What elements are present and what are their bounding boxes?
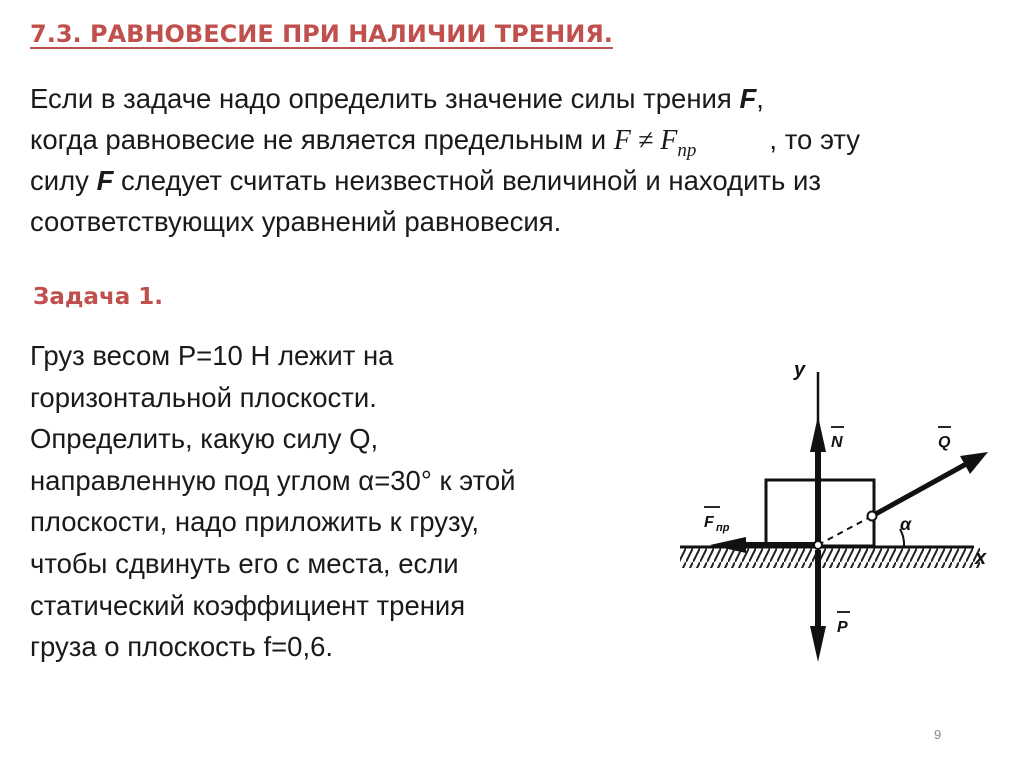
intro-line-1 <box>30 78 1020 119</box>
intro-text: следует считать неизвестной величиной и находить из <box>113 165 821 196</box>
task-line: статический коэффициент трения <box>30 589 466 621</box>
task-title: Задача 1. <box>33 284 164 310</box>
task-line: Определить, какую силу Q, <box>30 423 379 455</box>
page-title: 7.3. РАВНОВЕСИЕ ПРИ НАЛИЧИИ ТРЕНИЯ. <box>30 20 613 48</box>
intro-line-3 <box>30 160 1020 201</box>
svg-text:P: P <box>837 619 848 636</box>
weight-label <box>837 612 850 636</box>
force-diagram <box>672 352 1002 672</box>
svg-text:x: x <box>975 547 987 569</box>
force-symbol: F <box>739 83 757 114</box>
svg-text:пр: пр <box>716 522 730 534</box>
task-line: Груз весом P=10 Н лежит на <box>30 340 394 371</box>
intro-text: , <box>756 83 764 114</box>
application-point <box>868 512 877 521</box>
angle-label <box>900 514 912 534</box>
svg-text:Q: Q <box>938 434 951 451</box>
task-line: горизонтальной плоскости. <box>30 381 377 413</box>
applied-force-arrow <box>872 463 968 516</box>
svg-text:α: α <box>900 514 912 534</box>
intro-text: силу <box>30 165 97 196</box>
formula-subscript: пр <box>677 140 697 161</box>
task-line: чтобы сдвинуть его с места, если <box>30 547 459 579</box>
task-line: направленную под углом α=30° к этой <box>30 464 516 496</box>
task-line: груза о плоскость f=0,6. <box>30 631 334 663</box>
svg-text:y: y <box>794 359 806 381</box>
applied-force-arrowhead <box>960 452 988 474</box>
task-text <box>30 335 650 668</box>
weight-arrowhead <box>810 626 826 662</box>
intro-text: Если в задаче надо определить значение силы трения <box>30 83 740 114</box>
page-number: 9 <box>934 727 942 742</box>
normal-force-arrowhead <box>810 416 826 452</box>
intro-paragraph <box>30 78 1020 242</box>
applied-force-label <box>938 427 951 451</box>
normal-force-label <box>831 427 844 451</box>
force-symbol: F <box>96 165 114 196</box>
svg-text:F: F <box>704 514 714 531</box>
x-label <box>974 547 987 569</box>
svg-text:N: N <box>831 434 843 451</box>
y-label <box>793 359 806 381</box>
contact-point <box>814 541 822 549</box>
intro-text: , то эту <box>761 124 861 155</box>
intro-text: когда равновесие не является предельным и <box>30 124 614 155</box>
formula-main: F ≠ F <box>613 125 678 156</box>
intro-line-4: соответствующих уравнений равновесия. <box>30 206 562 237</box>
intro-line-2 <box>30 119 1020 160</box>
task-line: плоскости, надо приложить к грузу, <box>30 506 479 538</box>
friction-force-label <box>704 507 730 534</box>
ground-hatching <box>680 548 980 568</box>
